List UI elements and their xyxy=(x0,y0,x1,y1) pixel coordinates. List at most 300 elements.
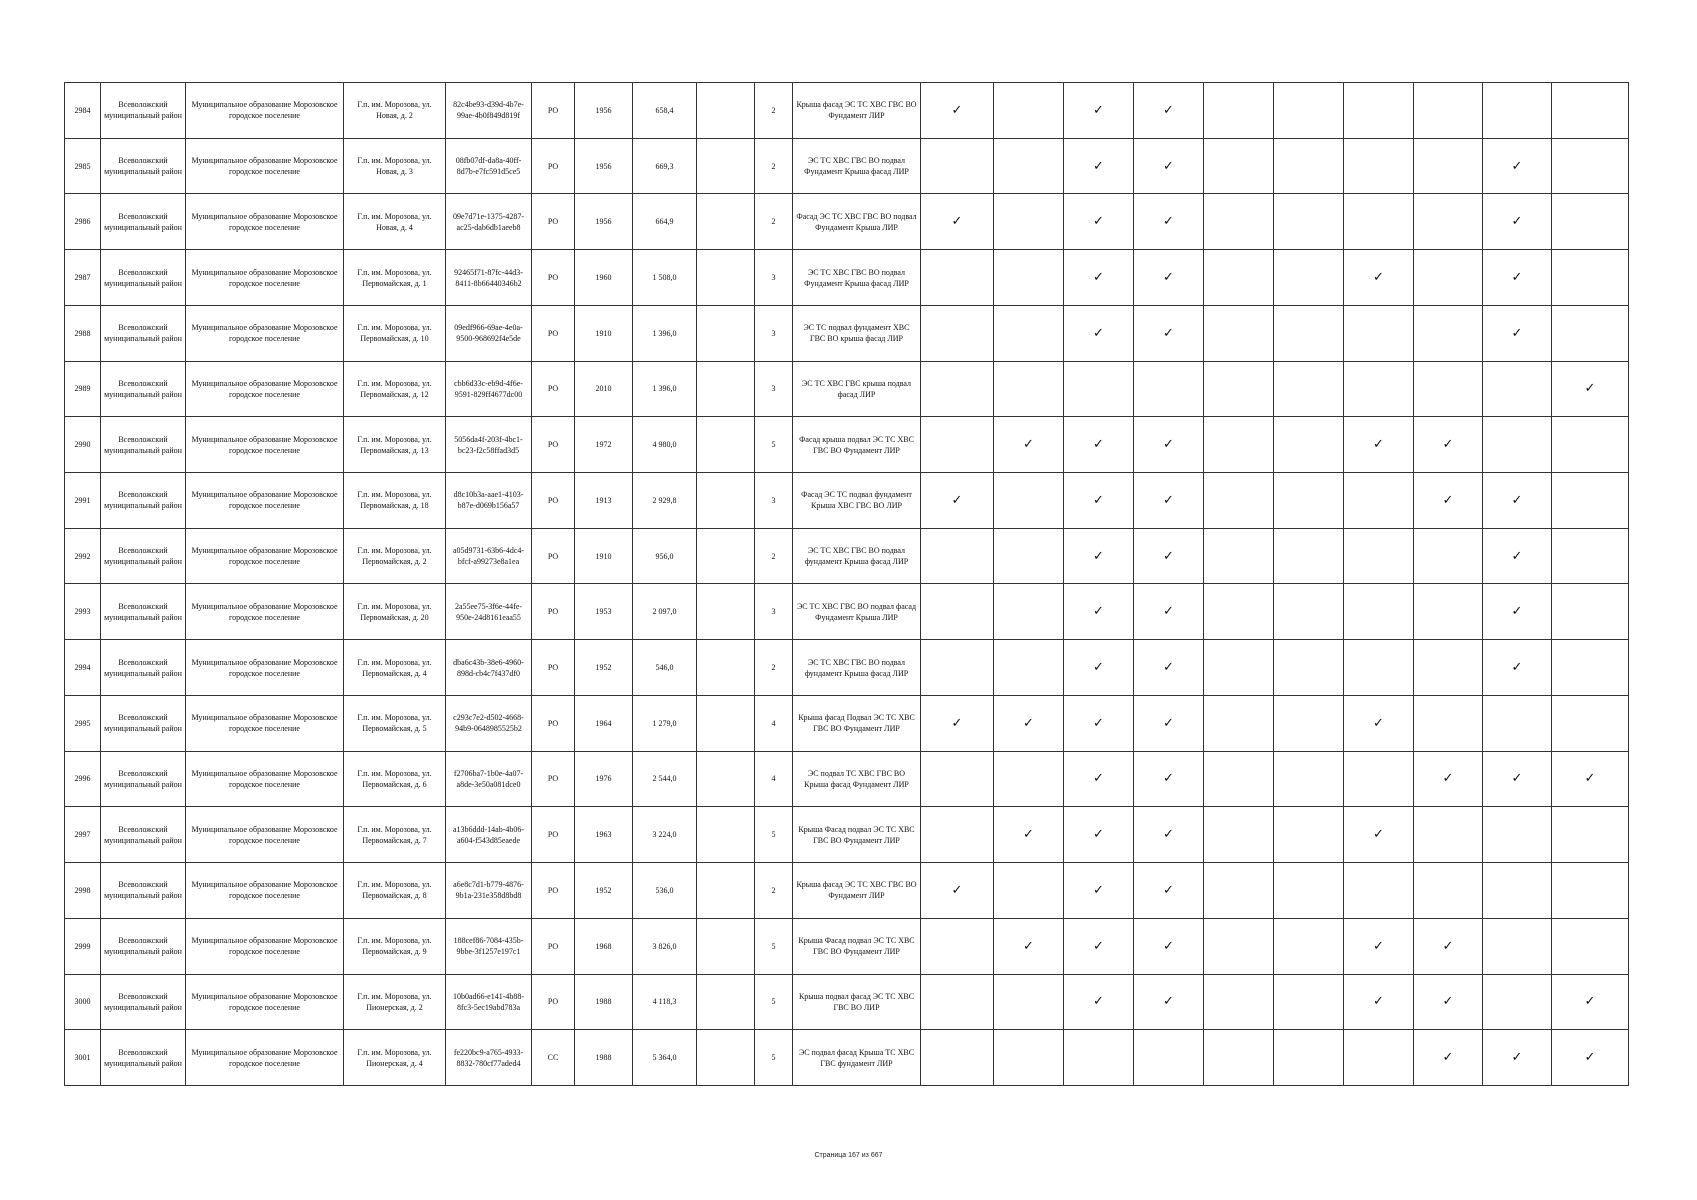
table-row xyxy=(65,305,1629,361)
blank-cell xyxy=(697,584,755,640)
check-cell-c4: ✓ xyxy=(1134,695,1204,751)
check-cell-c1 xyxy=(921,1030,994,1086)
check-cell-c3: ✓ xyxy=(1064,473,1134,529)
check-cell-c1 xyxy=(921,807,994,863)
floor-count: 4 xyxy=(755,695,793,751)
building-address: Г.п. им. Морозова, ул. Новая, д. 2 xyxy=(344,83,446,139)
table-row xyxy=(65,194,1629,250)
check-cell-c2: ✓ xyxy=(994,417,1064,473)
check-cell-c6 xyxy=(1274,1030,1344,1086)
district-name: Всеволожский муниципальный район xyxy=(101,138,186,194)
fund-form: РО xyxy=(532,640,575,696)
check-cell-c8: ✓ xyxy=(1414,1030,1483,1086)
check-cell-c9 xyxy=(1483,974,1552,1030)
building-guid: dba6c43b-38e6-4960-898d-cb4c7f437df0 xyxy=(446,640,532,696)
build-year: 1964 xyxy=(575,695,633,751)
works-list: ЭС подвал ТС ХВС ГВС ВО Крыша фасад Фундамент ЛИР xyxy=(793,751,921,807)
check-cell-c8: ✓ xyxy=(1414,751,1483,807)
check-cell-c9: ✓ xyxy=(1483,305,1552,361)
table-row xyxy=(65,1030,1629,1086)
check-cell-c1: ✓ xyxy=(921,695,994,751)
blank-cell xyxy=(697,138,755,194)
check-cell-c10: ✓ xyxy=(1552,751,1629,807)
check-cell-c8 xyxy=(1414,695,1483,751)
building-guid: 82c4be93-d39d-4b7e-99ae-4b0f849d819f xyxy=(446,83,532,139)
municipality-name: Муниципальное образование Морозовское городское поселение xyxy=(186,83,344,139)
table-row xyxy=(65,417,1629,473)
check-cell-c8: ✓ xyxy=(1414,417,1483,473)
check-cell-c3: ✓ xyxy=(1064,974,1134,1030)
building-guid: c293c7e2-d502-4668-94b9-0648985525b2 xyxy=(446,695,532,751)
floor-area: 4 980,0 xyxy=(633,417,697,473)
check-cell-c9: ✓ xyxy=(1483,473,1552,529)
check-cell-c10 xyxy=(1552,584,1629,640)
municipality-name: Муниципальное образование Морозовское городское поселение xyxy=(186,751,344,807)
floor-area: 664,9 xyxy=(633,194,697,250)
check-cell-c8 xyxy=(1414,584,1483,640)
building-guid: 92465f71-87fc-44d3-8411-8b66440346b2 xyxy=(446,250,532,306)
register-body xyxy=(65,83,1629,1086)
check-cell-c3: ✓ xyxy=(1064,918,1134,974)
build-year: 1952 xyxy=(575,640,633,696)
check-cell-c2 xyxy=(994,1030,1064,1086)
works-list: Крыша Фасад подвал ЭС ТС ХВС ГВС ВО Фундамент ЛИР xyxy=(793,918,921,974)
check-cell-c5 xyxy=(1204,1030,1274,1086)
check-cell-c9: ✓ xyxy=(1483,250,1552,306)
check-cell-c5 xyxy=(1204,751,1274,807)
fund-form: РО xyxy=(532,807,575,863)
municipality-name: Муниципальное образование Морозовское городское поселение xyxy=(186,974,344,1030)
check-cell-c9: ✓ xyxy=(1483,194,1552,250)
blank-cell xyxy=(697,974,755,1030)
check-cell-c7 xyxy=(1344,473,1414,529)
check-cell-c7 xyxy=(1344,584,1414,640)
blank-cell xyxy=(697,695,755,751)
row-number: 2999 xyxy=(65,918,101,974)
municipality-name: Муниципальное образование Морозовское городское поселение xyxy=(186,584,344,640)
district-name: Всеволожский муниципальный район xyxy=(101,83,186,139)
floor-area: 1 396,0 xyxy=(633,305,697,361)
check-cell-c2 xyxy=(994,305,1064,361)
floor-area: 658,4 xyxy=(633,83,697,139)
municipality-name: Муниципальное образование Морозовское городское поселение xyxy=(186,250,344,306)
check-cell-c7: ✓ xyxy=(1344,807,1414,863)
check-cell-c6 xyxy=(1274,417,1344,473)
building-guid: 188cef86-7084-435b-9bbe-3f1257e197c1 xyxy=(446,918,532,974)
building-guid: 08fb07df-da8a-40ff-8d7b-e7fc591d5ce5 xyxy=(446,138,532,194)
check-cell-c1 xyxy=(921,974,994,1030)
table-row xyxy=(65,473,1629,529)
floor-count: 3 xyxy=(755,584,793,640)
check-cell-c4: ✓ xyxy=(1134,640,1204,696)
row-number: 2994 xyxy=(65,640,101,696)
check-cell-c10: ✓ xyxy=(1552,1030,1629,1086)
fund-form: СС xyxy=(532,1030,575,1086)
municipality-name: Муниципальное образование Морозовское городское поселение xyxy=(186,528,344,584)
build-year: 1956 xyxy=(575,83,633,139)
check-cell-c3: ✓ xyxy=(1064,695,1134,751)
check-cell-c2 xyxy=(994,974,1064,1030)
check-cell-c10 xyxy=(1552,807,1629,863)
table-row xyxy=(65,361,1629,417)
works-list: Фасад ЭС ТС подвал фундамент Крыша ХВС ГВС ВО ЛИР xyxy=(793,473,921,529)
check-cell-c9: ✓ xyxy=(1483,640,1552,696)
check-cell-c5 xyxy=(1204,528,1274,584)
district-name: Всеволожский муниципальный район xyxy=(101,1030,186,1086)
check-cell-c1: ✓ xyxy=(921,83,994,139)
building-guid: a6e8c7d1-b779-4876-9b1a-231e358d8bd8 xyxy=(446,863,532,919)
floor-count: 3 xyxy=(755,305,793,361)
check-cell-c6 xyxy=(1274,584,1344,640)
building-guid: fe220bc9-a765-4933-8832-780cf77aded4 xyxy=(446,1030,532,1086)
blank-cell xyxy=(697,473,755,529)
works-list: ЭС ТС ХВС ГВС ВО подвал фундамент Крыша фасад ЛИР xyxy=(793,640,921,696)
check-cell-c4: ✓ xyxy=(1134,194,1204,250)
blank-cell xyxy=(697,918,755,974)
check-cell-c8 xyxy=(1414,305,1483,361)
fund-form: РО xyxy=(532,194,575,250)
blank-cell xyxy=(697,751,755,807)
floor-area: 1 508,0 xyxy=(633,250,697,306)
build-year: 1976 xyxy=(575,751,633,807)
check-cell-c1 xyxy=(921,305,994,361)
check-cell-c5 xyxy=(1204,194,1274,250)
check-cell-c3: ✓ xyxy=(1064,528,1134,584)
row-number: 2993 xyxy=(65,584,101,640)
check-cell-c10 xyxy=(1552,528,1629,584)
municipality-name: Муниципальное образование Морозовское городское поселение xyxy=(186,918,344,974)
check-cell-c9 xyxy=(1483,807,1552,863)
check-cell-c6 xyxy=(1274,863,1344,919)
building-guid: 5056da4f-203f-4bc1-bc23-f2c58ffad3d5 xyxy=(446,417,532,473)
check-cell-c9 xyxy=(1483,863,1552,919)
check-cell-c2 xyxy=(994,138,1064,194)
floor-count: 2 xyxy=(755,640,793,696)
building-guid: a05d9731-63b6-4dc4-bfcf-a99273e8a1ea xyxy=(446,528,532,584)
district-name: Всеволожский муниципальный район xyxy=(101,695,186,751)
district-name: Всеволожский муниципальный район xyxy=(101,918,186,974)
building-address: Г.п. им. Морозова, ул. Первомайская, д. 4 xyxy=(344,640,446,696)
works-list: ЭС ТС ХВС ГВС ВО подвал Фундамент Крыша фасад ЛИР xyxy=(793,250,921,306)
check-cell-c10 xyxy=(1552,640,1629,696)
row-number: 2995 xyxy=(65,695,101,751)
build-year: 2010 xyxy=(575,361,633,417)
fund-form: РО xyxy=(532,584,575,640)
building-address: Г.п. им. Морозова, ул. Первомайская, д. 8 xyxy=(344,863,446,919)
check-cell-c3: ✓ xyxy=(1064,751,1134,807)
table-row xyxy=(65,751,1629,807)
works-list: ЭС ТС ХВС ГВС ВО подвал Фундамент Крыша фасад ЛИР xyxy=(793,138,921,194)
table-row xyxy=(65,640,1629,696)
check-cell-c1 xyxy=(921,250,994,306)
check-cell-c3: ✓ xyxy=(1064,250,1134,306)
floor-area: 546,0 xyxy=(633,640,697,696)
check-cell-c7 xyxy=(1344,1030,1414,1086)
check-cell-c4: ✓ xyxy=(1134,751,1204,807)
check-cell-c8 xyxy=(1414,194,1483,250)
check-cell-c2 xyxy=(994,584,1064,640)
check-cell-c6 xyxy=(1274,361,1344,417)
check-cell-c2: ✓ xyxy=(994,807,1064,863)
building-address: Г.п. им. Морозова, ул. Первомайская, д. 2 xyxy=(344,528,446,584)
check-cell-c9 xyxy=(1483,361,1552,417)
row-number: 2989 xyxy=(65,361,101,417)
row-number: 2992 xyxy=(65,528,101,584)
check-cell-c6 xyxy=(1274,918,1344,974)
check-cell-c4: ✓ xyxy=(1134,918,1204,974)
municipality-name: Муниципальное образование Морозовское городское поселение xyxy=(186,807,344,863)
check-cell-c5 xyxy=(1204,863,1274,919)
check-cell-c2 xyxy=(994,528,1064,584)
district-name: Всеволожский муниципальный район xyxy=(101,974,186,1030)
floor-count: 2 xyxy=(755,138,793,194)
check-cell-c9: ✓ xyxy=(1483,1030,1552,1086)
floor-area: 1 279,0 xyxy=(633,695,697,751)
building-address: Г.п. им. Морозова, ул. Новая, д. 3 xyxy=(344,138,446,194)
blank-cell xyxy=(697,83,755,139)
table-row xyxy=(65,695,1629,751)
check-cell-c2 xyxy=(994,250,1064,306)
check-cell-c3 xyxy=(1064,1030,1134,1086)
check-cell-c3 xyxy=(1064,361,1134,417)
floor-area: 3 224,0 xyxy=(633,807,697,863)
fund-form: РО xyxy=(532,528,575,584)
check-cell-c6 xyxy=(1274,695,1344,751)
floor-count: 5 xyxy=(755,807,793,863)
check-cell-c7 xyxy=(1344,305,1414,361)
row-number: 2998 xyxy=(65,863,101,919)
check-cell-c4: ✓ xyxy=(1134,584,1204,640)
check-cell-c3: ✓ xyxy=(1064,83,1134,139)
building-address: Г.п. им. Морозова, ул. Первомайская, д. 5 xyxy=(344,695,446,751)
table-row xyxy=(65,918,1629,974)
check-cell-c8 xyxy=(1414,83,1483,139)
check-cell-c2 xyxy=(994,863,1064,919)
works-list: Крыша подвал фасад ЭС ТС ХВС ГВС ВО ЛИР xyxy=(793,974,921,1030)
building-address: Г.п. им. Морозова, ул. Первомайская, д. 1 xyxy=(344,250,446,306)
works-list: Крыша фасад Подвал ЭС ТС ХВС ГВС ВО Фундамент ЛИР xyxy=(793,695,921,751)
floor-count: 5 xyxy=(755,417,793,473)
works-list: Крыша фасад ЭС ТС ХВС ГВС ВО Фундамент ЛИР xyxy=(793,863,921,919)
works-list: Фасад крыша подвал ЭС ТС ХВС ГВС ВО Фундамент ЛИР xyxy=(793,417,921,473)
fund-form: РО xyxy=(532,138,575,194)
municipality-name: Муниципальное образование Морозовское городское поселение xyxy=(186,473,344,529)
table-row xyxy=(65,528,1629,584)
building-guid: d8c10b3a-aae1-4103-b87e-d069b156a57 xyxy=(446,473,532,529)
build-year: 1988 xyxy=(575,1030,633,1086)
check-cell-c2: ✓ xyxy=(994,918,1064,974)
municipality-name: Муниципальное образование Морозовское городское поселение xyxy=(186,863,344,919)
district-name: Всеволожский муниципальный район xyxy=(101,751,186,807)
check-cell-c6 xyxy=(1274,807,1344,863)
blank-cell xyxy=(697,640,755,696)
check-cell-c8 xyxy=(1414,361,1483,417)
check-cell-c9: ✓ xyxy=(1483,584,1552,640)
table-row xyxy=(65,250,1629,306)
district-name: Всеволожский муниципальный район xyxy=(101,473,186,529)
district-name: Всеволожский муниципальный район xyxy=(101,417,186,473)
build-year: 1910 xyxy=(575,528,633,584)
check-cell-c2 xyxy=(994,194,1064,250)
building-guid: cbb6d33c-eb9d-4f6e-9591-829ff4677dc00 xyxy=(446,361,532,417)
floor-count: 5 xyxy=(755,974,793,1030)
check-cell-c6 xyxy=(1274,305,1344,361)
check-cell-c1 xyxy=(921,361,994,417)
check-cell-c9: ✓ xyxy=(1483,138,1552,194)
row-number: 2984 xyxy=(65,83,101,139)
floor-count: 2 xyxy=(755,863,793,919)
table-row xyxy=(65,138,1629,194)
check-cell-c10 xyxy=(1552,417,1629,473)
check-cell-c3: ✓ xyxy=(1064,417,1134,473)
check-cell-c7 xyxy=(1344,751,1414,807)
floor-count: 2 xyxy=(755,194,793,250)
building-guid: 09edf966-69ae-4e0a-9500-968692f4e5de xyxy=(446,305,532,361)
floor-area: 2 929,8 xyxy=(633,473,697,529)
check-cell-c3: ✓ xyxy=(1064,807,1134,863)
district-name: Всеволожский муниципальный район xyxy=(101,584,186,640)
build-year: 1972 xyxy=(575,417,633,473)
check-cell-c4: ✓ xyxy=(1134,417,1204,473)
check-cell-c9 xyxy=(1483,83,1552,139)
floor-area: 4 118,3 xyxy=(633,974,697,1030)
check-cell-c8 xyxy=(1414,138,1483,194)
building-address: Г.п. им. Морозова, ул. Новая, д. 4 xyxy=(344,194,446,250)
floor-count: 3 xyxy=(755,250,793,306)
check-cell-c3: ✓ xyxy=(1064,194,1134,250)
build-year: 1956 xyxy=(575,138,633,194)
floor-area: 669,3 xyxy=(633,138,697,194)
municipality-name: Муниципальное образование Морозовское городское поселение xyxy=(186,1030,344,1086)
check-cell-c8 xyxy=(1414,250,1483,306)
blank-cell xyxy=(697,863,755,919)
check-cell-c5 xyxy=(1204,807,1274,863)
check-cell-c6 xyxy=(1274,194,1344,250)
district-name: Всеволожский муниципальный район xyxy=(101,361,186,417)
fund-form: РО xyxy=(532,417,575,473)
row-number: 2985 xyxy=(65,138,101,194)
check-cell-c1: ✓ xyxy=(921,194,994,250)
check-cell-c5 xyxy=(1204,640,1274,696)
check-cell-c6 xyxy=(1274,473,1344,529)
check-cell-c9 xyxy=(1483,695,1552,751)
floor-count: 2 xyxy=(755,528,793,584)
floor-count: 4 xyxy=(755,751,793,807)
build-year: 1960 xyxy=(575,250,633,306)
check-cell-c6 xyxy=(1274,640,1344,696)
check-cell-c4: ✓ xyxy=(1134,305,1204,361)
building-address: Г.п. им. Морозова, ул. Первомайская, д. 9 xyxy=(344,918,446,974)
blank-cell xyxy=(697,1030,755,1086)
check-cell-c2 xyxy=(994,473,1064,529)
build-year: 1913 xyxy=(575,473,633,529)
check-cell-c3: ✓ xyxy=(1064,640,1134,696)
check-cell-c8 xyxy=(1414,640,1483,696)
check-cell-c5 xyxy=(1204,473,1274,529)
build-year: 1956 xyxy=(575,194,633,250)
floor-area: 1 396,0 xyxy=(633,361,697,417)
check-cell-c4 xyxy=(1134,361,1204,417)
build-year: 1953 xyxy=(575,584,633,640)
check-cell-c3: ✓ xyxy=(1064,863,1134,919)
fund-form: РО xyxy=(532,974,575,1030)
fund-form: РО xyxy=(532,695,575,751)
build-year: 1910 xyxy=(575,305,633,361)
check-cell-c1 xyxy=(921,751,994,807)
build-year: 1963 xyxy=(575,807,633,863)
check-cell-c10 xyxy=(1552,194,1629,250)
check-cell-c6 xyxy=(1274,250,1344,306)
building-address: Г.п. им. Морозова, ул. Первомайская, д. 18 xyxy=(344,473,446,529)
check-cell-c3: ✓ xyxy=(1064,584,1134,640)
fund-form: РО xyxy=(532,863,575,919)
district-name: Всеволожский муниципальный район xyxy=(101,807,186,863)
building-address: Г.п. им. Морозова, ул. Первомайская, д. 10 xyxy=(344,305,446,361)
check-cell-c1 xyxy=(921,584,994,640)
check-cell-c2: ✓ xyxy=(994,695,1064,751)
check-cell-c3: ✓ xyxy=(1064,138,1134,194)
floor-count: 3 xyxy=(755,361,793,417)
check-cell-c7 xyxy=(1344,863,1414,919)
check-cell-c6 xyxy=(1274,138,1344,194)
check-cell-c6 xyxy=(1274,528,1344,584)
check-cell-c4: ✓ xyxy=(1134,83,1204,139)
building-address: Г.п. им. Морозова, ул. Первомайская, д. 20 xyxy=(344,584,446,640)
blank-cell xyxy=(697,528,755,584)
row-number: 3000 xyxy=(65,974,101,1030)
floor-area: 3 826,0 xyxy=(633,918,697,974)
district-name: Всеволожский муниципальный район xyxy=(101,863,186,919)
fund-form: РО xyxy=(532,473,575,529)
building-address: Г.п. им. Морозова, ул. Пионерская, д. 2 xyxy=(344,974,446,1030)
floor-area: 536,0 xyxy=(633,863,697,919)
build-year: 1968 xyxy=(575,918,633,974)
check-cell-c10: ✓ xyxy=(1552,361,1629,417)
municipality-name: Муниципальное образование Морозовское городское поселение xyxy=(186,305,344,361)
municipality-name: Муниципальное образование Морозовское городское поселение xyxy=(186,640,344,696)
check-cell-c7: ✓ xyxy=(1344,918,1414,974)
district-name: Всеволожский муниципальный район xyxy=(101,194,186,250)
municipality-name: Муниципальное образование Морозовское городское поселение xyxy=(186,361,344,417)
building-guid: 10b0ad66-e141-4b88-8fc3-5ec19abd783a xyxy=(446,974,532,1030)
table-row xyxy=(65,974,1629,1030)
building-guid: 09e7d71e-1375-4287-ac25-dab6db1aeeb8 xyxy=(446,194,532,250)
works-list: ЭС ТС ХВС ГВС крыша подвал фасад ЛИР xyxy=(793,361,921,417)
check-cell-c2 xyxy=(994,751,1064,807)
check-cell-c7: ✓ xyxy=(1344,417,1414,473)
check-cell-c4: ✓ xyxy=(1134,528,1204,584)
fund-form: РО xyxy=(532,918,575,974)
blank-cell xyxy=(697,194,755,250)
fund-form: РО xyxy=(532,250,575,306)
district-name: Всеволожский муниципальный район xyxy=(101,640,186,696)
floor-count: 3 xyxy=(755,473,793,529)
check-cell-c6 xyxy=(1274,751,1344,807)
works-list: ЭС ТС ХВС ГВС ВО подвал фундамент Крыша фасад ЛИР xyxy=(793,528,921,584)
row-number: 2996 xyxy=(65,751,101,807)
floor-area: 2 544,0 xyxy=(633,751,697,807)
building-address: Г.п. им. Морозова, ул. Пионерская, д. 4 xyxy=(344,1030,446,1086)
row-number: 2997 xyxy=(65,807,101,863)
building-guid: 2a55ee75-3f6e-44fe-950e-24d8161eaa55 xyxy=(446,584,532,640)
check-cell-c6 xyxy=(1274,83,1344,139)
municipality-name: Муниципальное образование Морозовское городское поселение xyxy=(186,194,344,250)
check-cell-c2 xyxy=(994,640,1064,696)
municipality-name: Муниципальное образование Морозовское городское поселение xyxy=(186,417,344,473)
page-number: Страница 167 из 667 xyxy=(814,1152,883,1159)
check-cell-c8 xyxy=(1414,863,1483,919)
table-row xyxy=(65,863,1629,919)
